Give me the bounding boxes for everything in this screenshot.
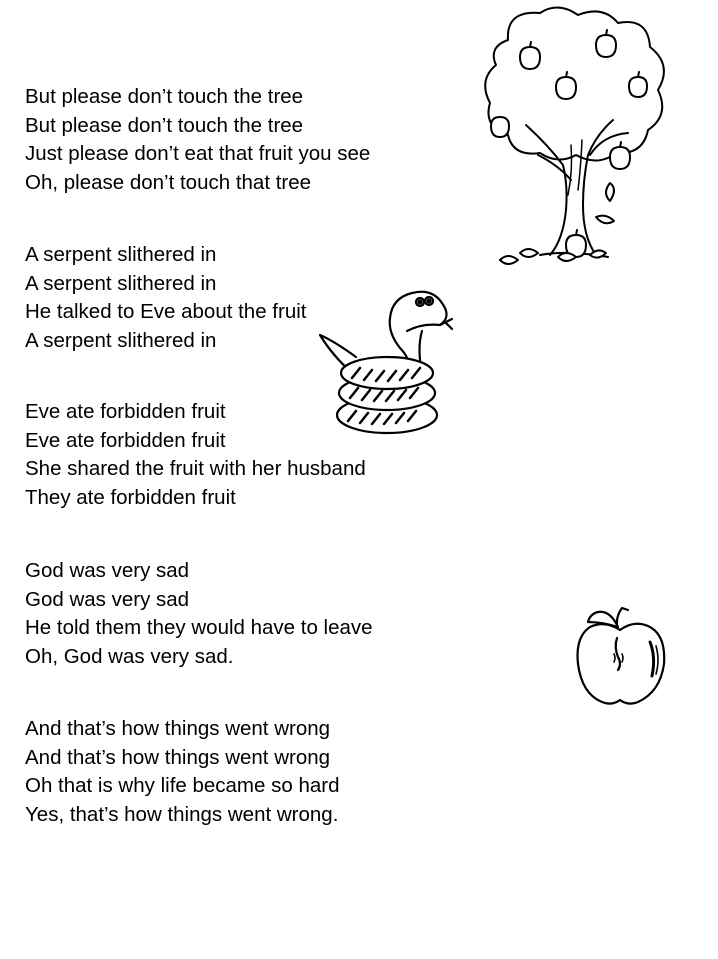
stanza-4 xyxy=(25,557,373,672)
snake-icon xyxy=(312,283,462,438)
lyric-line: Oh, please don’t touch that tree xyxy=(25,171,312,195)
lyric-line: He talked to Eve about the fruit xyxy=(25,300,307,324)
lyric-line: Just please don’t eat that fruit you see xyxy=(25,142,371,166)
lyric-line: But please don’t touch the tree xyxy=(25,113,304,137)
lyric-line: Yes, that’s how things went wrong. xyxy=(25,803,339,827)
lyric-line: And that’s how things went wrong xyxy=(25,745,331,769)
lyric-line: Eve ate forbidden fruit xyxy=(25,428,226,452)
lyric-line: He told them they would have to leave xyxy=(25,616,373,640)
lyric-line: A serpent slithered in xyxy=(25,243,217,266)
lyric-line: Oh that is why life became so hard xyxy=(25,774,340,798)
lyric-line: They ate forbidden fruit xyxy=(25,486,236,510)
stanza-1 xyxy=(25,83,370,198)
lyric-line: A serpent slithered in xyxy=(25,329,217,353)
lyric-line: Eve ate forbidden fruit xyxy=(25,400,226,423)
stanza-5 xyxy=(25,715,340,830)
apple-icon xyxy=(570,602,670,707)
stanza-2 xyxy=(25,241,306,356)
apple-tree-icon xyxy=(478,5,678,270)
lyric-line: A serpent slithered in xyxy=(25,271,217,295)
lyric-line: God was very sad xyxy=(25,587,190,611)
lyric-line: Oh, God was very sad. xyxy=(25,645,234,669)
lyric-line: She shared the fruit with her husband xyxy=(25,457,366,481)
lyric-line: God was very sad xyxy=(25,559,190,582)
lyric-line: But please don’t touch the tree xyxy=(25,85,304,108)
lyric-line: And that’s how things went wrong xyxy=(25,717,331,740)
